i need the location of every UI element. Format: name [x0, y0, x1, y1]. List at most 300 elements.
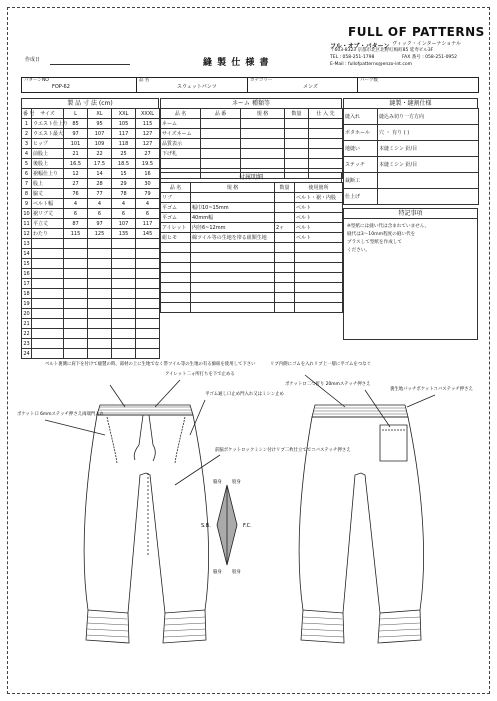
name-header-3: 数量	[285, 109, 309, 119]
patch-pocket	[380, 425, 407, 461]
name-cell	[309, 149, 343, 159]
size-cell: 11	[23, 220, 30, 227]
size-cell: 股上	[32, 179, 64, 189]
size-cell: 13	[23, 240, 30, 247]
size-row	[22, 309, 160, 319]
material-cell	[275, 283, 295, 293]
size-cell: 125	[88, 229, 112, 239]
name-cell	[241, 149, 285, 159]
brand-email: E-Mail : fullofpatterns@enzo-int.com	[330, 62, 412, 67]
material-cell	[161, 243, 191, 253]
material-cell: ベルト	[295, 203, 343, 213]
material-row	[161, 223, 343, 233]
name-header-0: 品 名	[161, 109, 201, 119]
name-row	[161, 139, 343, 149]
size-cell: 7	[22, 179, 32, 189]
size-cell: 8	[22, 189, 32, 199]
size-row	[22, 259, 160, 269]
size-cell: 6	[22, 169, 32, 179]
size-cell	[112, 269, 136, 279]
sewing-row	[344, 109, 479, 125]
size-cell: 12	[23, 230, 30, 237]
material-table-title: 付属明細	[160, 172, 342, 183]
size-cell	[64, 309, 88, 319]
material-cell	[275, 233, 295, 243]
sewing-cell: 本縫ミシン 針/目	[378, 141, 479, 157]
author-label: 作成日	[25, 57, 41, 63]
size-cell	[32, 279, 64, 289]
size-cell	[64, 329, 88, 339]
material-cell: ベルト	[295, 223, 343, 233]
size-header-2: L	[64, 109, 88, 119]
name-cell	[201, 139, 241, 149]
size-cell: 17	[23, 280, 30, 287]
size-cell: 115	[136, 119, 160, 129]
size-cell: 109	[88, 139, 112, 149]
size-cell	[88, 309, 112, 319]
size-cell: 17.5	[88, 159, 112, 169]
name-cell	[309, 119, 343, 129]
size-cell: 95	[88, 119, 112, 129]
material-cell: 紐ヒモ	[161, 233, 191, 243]
eyelet-note: アイレット二ヵ所打ちを下で止める	[165, 372, 235, 377]
size-row	[22, 229, 160, 239]
size-cell: 127	[136, 139, 160, 149]
size-cell: 6	[88, 209, 112, 219]
material-row	[161, 303, 343, 313]
name-cell	[309, 129, 343, 139]
size-cell	[88, 259, 112, 269]
notes-text	[344, 219, 477, 259]
material-cell: ベルト	[295, 213, 343, 223]
sewing-cell	[378, 173, 479, 189]
size-cell: 6	[136, 209, 160, 219]
size-row	[22, 279, 160, 289]
sewing-cell: 仕上げ	[344, 189, 378, 205]
size-cell: 135	[112, 229, 136, 239]
size-cell	[32, 319, 64, 329]
notes-line: ください。	[347, 248, 370, 253]
material-row	[161, 283, 343, 293]
size-cell	[136, 299, 160, 309]
sewing-row	[344, 157, 479, 173]
size-cell: 97	[88, 219, 112, 229]
size-cell: 脇丈	[32, 189, 64, 199]
material-cell	[295, 263, 343, 273]
size-cell	[112, 299, 136, 309]
size-cell: 裾リブ丈	[32, 209, 64, 219]
gusset-label-bl: 脇身	[213, 570, 222, 575]
size-cell: わたり	[32, 229, 64, 239]
size-cell	[32, 299, 64, 309]
size-cell	[136, 279, 160, 289]
size-cell	[32, 249, 64, 259]
size-row	[22, 249, 160, 259]
size-cell: 27	[64, 179, 88, 189]
size-table	[21, 108, 160, 359]
size-cell: 107	[88, 129, 112, 139]
material-cell	[191, 273, 275, 283]
name-cell	[201, 129, 241, 139]
size-row	[22, 139, 160, 149]
category-value: メンズ	[303, 84, 318, 90]
size-cell: 18	[23, 290, 30, 297]
size-cell: 117	[136, 219, 160, 229]
pattern-no-cell	[22, 78, 137, 92]
size-cell: 平立丈	[32, 219, 64, 229]
material-header-0: 品 名	[161, 183, 191, 193]
size-cell	[136, 269, 160, 279]
size-cell: 4	[64, 199, 88, 209]
material-cell	[191, 253, 275, 263]
size-cell: 4	[22, 149, 32, 159]
material-row	[161, 203, 343, 213]
material-cell	[191, 263, 275, 273]
size-cell	[32, 259, 64, 269]
size-cell	[64, 319, 88, 329]
size-cell	[112, 289, 136, 299]
size-cell: 6	[64, 209, 88, 219]
sewing-cell: 裁断工	[344, 173, 378, 189]
material-cell	[191, 303, 275, 313]
size-row	[22, 219, 160, 229]
material-cell	[275, 253, 295, 263]
size-table-title: 製 品 寸 法 (cm)	[21, 98, 159, 109]
size-cell	[32, 269, 64, 279]
size-cell: 20	[23, 310, 30, 317]
size-row	[22, 179, 160, 189]
size-row	[22, 159, 160, 169]
size-cell: 77	[88, 189, 112, 199]
sewing-row	[344, 189, 479, 205]
name-cell: 品質表示	[161, 139, 201, 149]
material-cell	[191, 283, 275, 293]
name-cell: サイズネーム	[161, 129, 201, 139]
size-cell: 14	[88, 169, 112, 179]
size-cell	[64, 339, 88, 349]
material-row	[161, 253, 343, 263]
size-cell: 15	[23, 260, 30, 267]
size-row	[22, 269, 160, 279]
size-cell: 145	[136, 229, 160, 239]
size-row	[22, 289, 160, 299]
parts-cell	[358, 78, 477, 92]
size-cell	[112, 339, 136, 349]
size-row	[22, 319, 160, 329]
size-cell	[112, 239, 136, 249]
sewing-cell: 縫込み切り一方方向	[378, 109, 479, 125]
size-cell	[88, 329, 112, 339]
material-row	[161, 293, 343, 303]
name-row	[161, 119, 343, 129]
name-table-title: ネーム 種類等	[160, 98, 342, 109]
size-cell: 18.5	[112, 159, 136, 169]
size-cell: 6	[112, 209, 136, 219]
size-cell: 10	[23, 210, 30, 217]
material-cell: ベルト・裾・内股	[295, 193, 343, 203]
gusset-label-tl: 脇身	[213, 480, 222, 485]
size-cell: 9	[22, 199, 32, 209]
size-header-5: XXXL	[136, 109, 160, 119]
size-cell	[88, 319, 112, 329]
name-cell	[285, 139, 309, 149]
material-cell	[275, 263, 295, 273]
name-cell	[309, 159, 343, 169]
material-cell	[295, 243, 343, 253]
material-header-3: 使用箇所	[295, 183, 343, 193]
name-row	[161, 129, 343, 139]
size-cell	[136, 249, 160, 259]
size-cell: 24	[23, 350, 30, 357]
name-cell	[241, 159, 285, 169]
size-cell	[32, 289, 64, 299]
belt-note: ベルト裏側に肩下を付けて縫製の時、部材の上に生地でなく帯ツイル等の生地の有る綿紐を使用して下さい	[45, 362, 256, 367]
material-row	[161, 273, 343, 283]
pocket-opening-note: ポケット口 6mmステッチ押さえ両端閂入れ	[17, 412, 105, 417]
notes-title: 特記事項	[343, 208, 478, 219]
size-cell	[112, 249, 136, 259]
material-cell	[295, 303, 343, 313]
size-cell: 4	[88, 199, 112, 209]
material-cell	[295, 283, 343, 293]
material-cell	[295, 273, 343, 283]
size-header-1: サイズ	[32, 109, 64, 119]
material-cell	[275, 293, 295, 303]
pattern-no-label: パターンNO	[24, 78, 49, 83]
size-cell: 118	[112, 139, 136, 149]
size-cell	[136, 259, 160, 269]
notes-line: ※型紙には縫い代は含まれていません。	[347, 224, 430, 229]
name-cell	[285, 129, 309, 139]
size-cell	[112, 279, 136, 289]
name-header-2: 規 格	[241, 109, 285, 119]
size-row	[22, 189, 160, 199]
name-cell	[201, 159, 241, 169]
size-cell: 85	[64, 119, 88, 129]
name-cell	[201, 119, 241, 129]
front-pants	[84, 405, 208, 643]
elastic-note: 平ゴム通し口止め閂入れ又はミシン止め	[205, 392, 284, 397]
notes-line: プラスして型紙を作成して	[347, 240, 402, 245]
size-cell: 29	[112, 179, 136, 189]
size-row	[22, 119, 160, 129]
name-cell	[241, 119, 285, 129]
size-cell: 30	[136, 179, 160, 189]
size-cell: 19	[23, 300, 30, 307]
size-cell	[32, 309, 64, 319]
material-cell	[191, 193, 275, 203]
size-cell	[64, 279, 88, 289]
size-cell: 5	[22, 159, 32, 169]
material-cell: アイレット	[161, 223, 191, 233]
material-header-2: 数量	[275, 183, 295, 193]
size-cell: 78	[112, 189, 136, 199]
size-cell: 裾幅仕上り	[32, 169, 64, 179]
size-cell: ベルト幅	[32, 199, 64, 209]
size-row	[22, 169, 160, 179]
size-cell	[88, 249, 112, 259]
size-cell	[32, 329, 64, 339]
size-row	[22, 129, 160, 139]
size-cell: 76	[64, 189, 88, 199]
rib-back-note: リブ内側にゴムを入れリブ上一層に平ゴムをつなぐ	[270, 362, 371, 367]
material-cell: 内径6~12mm	[191, 223, 275, 233]
patch-pocket-note: 裏生地パッチポケットコバステッチ押さえ	[390, 387, 473, 392]
material-cell: リブ	[161, 193, 191, 203]
sewing-row	[344, 141, 479, 157]
size-cell	[88, 299, 112, 309]
material-cell: 平ゴム	[161, 203, 191, 213]
material-row	[161, 243, 343, 253]
back-pocket-note: ポケットロ二つ折り 20mmステッチ押さえ	[285, 382, 371, 387]
sewing-row	[344, 125, 479, 141]
size-cell	[32, 239, 64, 249]
size-cell: 22	[23, 330, 30, 337]
size-cell: 127	[136, 129, 160, 139]
notes-line: 縫代は3〜10mm程度の縫い代を	[347, 232, 416, 237]
material-row	[161, 233, 343, 243]
size-cell	[64, 289, 88, 299]
size-cell: 16	[136, 169, 160, 179]
size-header-3: XL	[88, 109, 112, 119]
size-cell	[136, 239, 160, 249]
size-cell	[64, 249, 88, 259]
size-cell	[136, 319, 160, 329]
size-cell	[112, 319, 136, 329]
gusset-label-br: 股身	[232, 570, 241, 575]
size-cell: 21	[23, 320, 30, 327]
name-cell	[285, 119, 309, 129]
sewing-cell	[378, 189, 479, 205]
size-cell: ヒップ	[32, 139, 64, 149]
size-cell: 12	[64, 169, 88, 179]
material-cell	[161, 283, 191, 293]
size-cell: 後股上	[32, 159, 64, 169]
material-cell	[275, 273, 295, 283]
sewing-row	[344, 173, 479, 189]
size-cell	[88, 339, 112, 349]
material-row	[161, 213, 343, 223]
author-underline	[50, 64, 130, 65]
brand-logo: FULL OF PATTERNS	[348, 25, 485, 39]
item-label: 品 名	[139, 78, 150, 83]
material-row	[161, 193, 343, 203]
brand-jp: フル・オブ・パターン	[330, 43, 390, 50]
material-cell: 平ゴム	[161, 213, 191, 223]
name-cell	[241, 139, 285, 149]
size-cell: 19.5	[136, 159, 160, 169]
name-cell	[201, 149, 241, 159]
size-header-0: 番 号	[23, 110, 35, 117]
material-cell	[161, 263, 191, 273]
name-cell	[241, 129, 285, 139]
sb-label: S.B.	[201, 523, 211, 529]
size-cell	[136, 329, 160, 339]
size-cell: ウエスト仕上り	[33, 120, 69, 127]
material-cell	[161, 253, 191, 263]
material-cell	[191, 243, 275, 253]
size-cell: 101	[64, 139, 88, 149]
size-cell	[88, 269, 112, 279]
size-cell: 15	[112, 169, 136, 179]
material-cell	[275, 243, 295, 253]
size-cell	[64, 299, 88, 309]
material-cell	[295, 293, 343, 303]
size-cell	[32, 339, 64, 349]
pocket-bag-note: 前脇ポケットロックミシン付けリブ二枚仕立てでコバステッチ押さえ	[215, 448, 351, 453]
parts-label: パーツ数	[360, 78, 378, 83]
name-cell: ネーム	[161, 119, 201, 129]
size-cell: 27	[136, 149, 160, 159]
size-cell: 2	[22, 129, 32, 139]
gusset-label-tr: 股身	[232, 480, 241, 485]
size-cell: 79	[136, 189, 160, 199]
back-pants	[299, 405, 423, 643]
sewing-table	[343, 108, 479, 205]
size-cell: 115	[64, 229, 88, 239]
material-cell: 40mm幅	[191, 213, 275, 223]
brand-tel: TEL : 058-251-1798	[330, 55, 375, 60]
brand-fax: FAX 番号 : 058-251-0952	[402, 55, 458, 60]
sewing-cell: 地縫い	[344, 141, 378, 157]
size-cell	[136, 289, 160, 299]
pattern-no-value: FOP-62	[52, 84, 70, 90]
size-header-4: XXL	[112, 109, 136, 119]
name-cell	[285, 159, 309, 169]
sewing-cell: 穴 ・ 有り ( )	[378, 125, 479, 141]
name-row	[161, 149, 343, 159]
size-cell	[88, 279, 112, 289]
material-table	[160, 182, 343, 313]
name-header-4: 仕 入 先	[309, 109, 343, 119]
material-cell	[275, 213, 295, 223]
brand-address: 〒603-8323 京都市北区北野紅梅町85 延寿ビル3F	[330, 48, 434, 53]
size-cell: 107	[112, 219, 136, 229]
size-cell: 117	[112, 129, 136, 139]
name-table	[160, 108, 343, 179]
size-row	[22, 329, 160, 339]
notes-box	[343, 218, 478, 340]
sewing-cell: 縫入れ	[344, 109, 378, 125]
material-cell	[275, 203, 295, 213]
size-cell	[112, 259, 136, 269]
size-cell: 97	[64, 129, 88, 139]
material-cell	[161, 293, 191, 303]
garment-drawing	[15, 355, 485, 685]
size-row	[22, 149, 160, 159]
size-cell: 14	[23, 250, 30, 257]
sewing-cell: ステッチ	[344, 157, 378, 173]
size-cell: ウエスト最大	[33, 130, 64, 137]
sewing-cell: ボタホール	[344, 125, 378, 141]
doc-title: 縫 製 仕 様 書	[203, 58, 270, 68]
material-cell	[161, 273, 191, 283]
fc-label: F.C.	[243, 523, 252, 529]
size-cell: 21	[64, 149, 88, 159]
size-row	[22, 239, 160, 249]
size-cell: 22	[88, 149, 112, 159]
material-header-1: 規 格	[191, 183, 275, 193]
info-row	[21, 77, 479, 93]
size-row	[22, 299, 160, 309]
size-cell: 3	[22, 139, 32, 149]
size-cell	[88, 289, 112, 299]
size-cell	[64, 239, 88, 249]
material-cell	[191, 293, 275, 303]
size-cell	[136, 339, 160, 349]
size-row	[22, 199, 160, 209]
name-cell	[285, 149, 309, 159]
